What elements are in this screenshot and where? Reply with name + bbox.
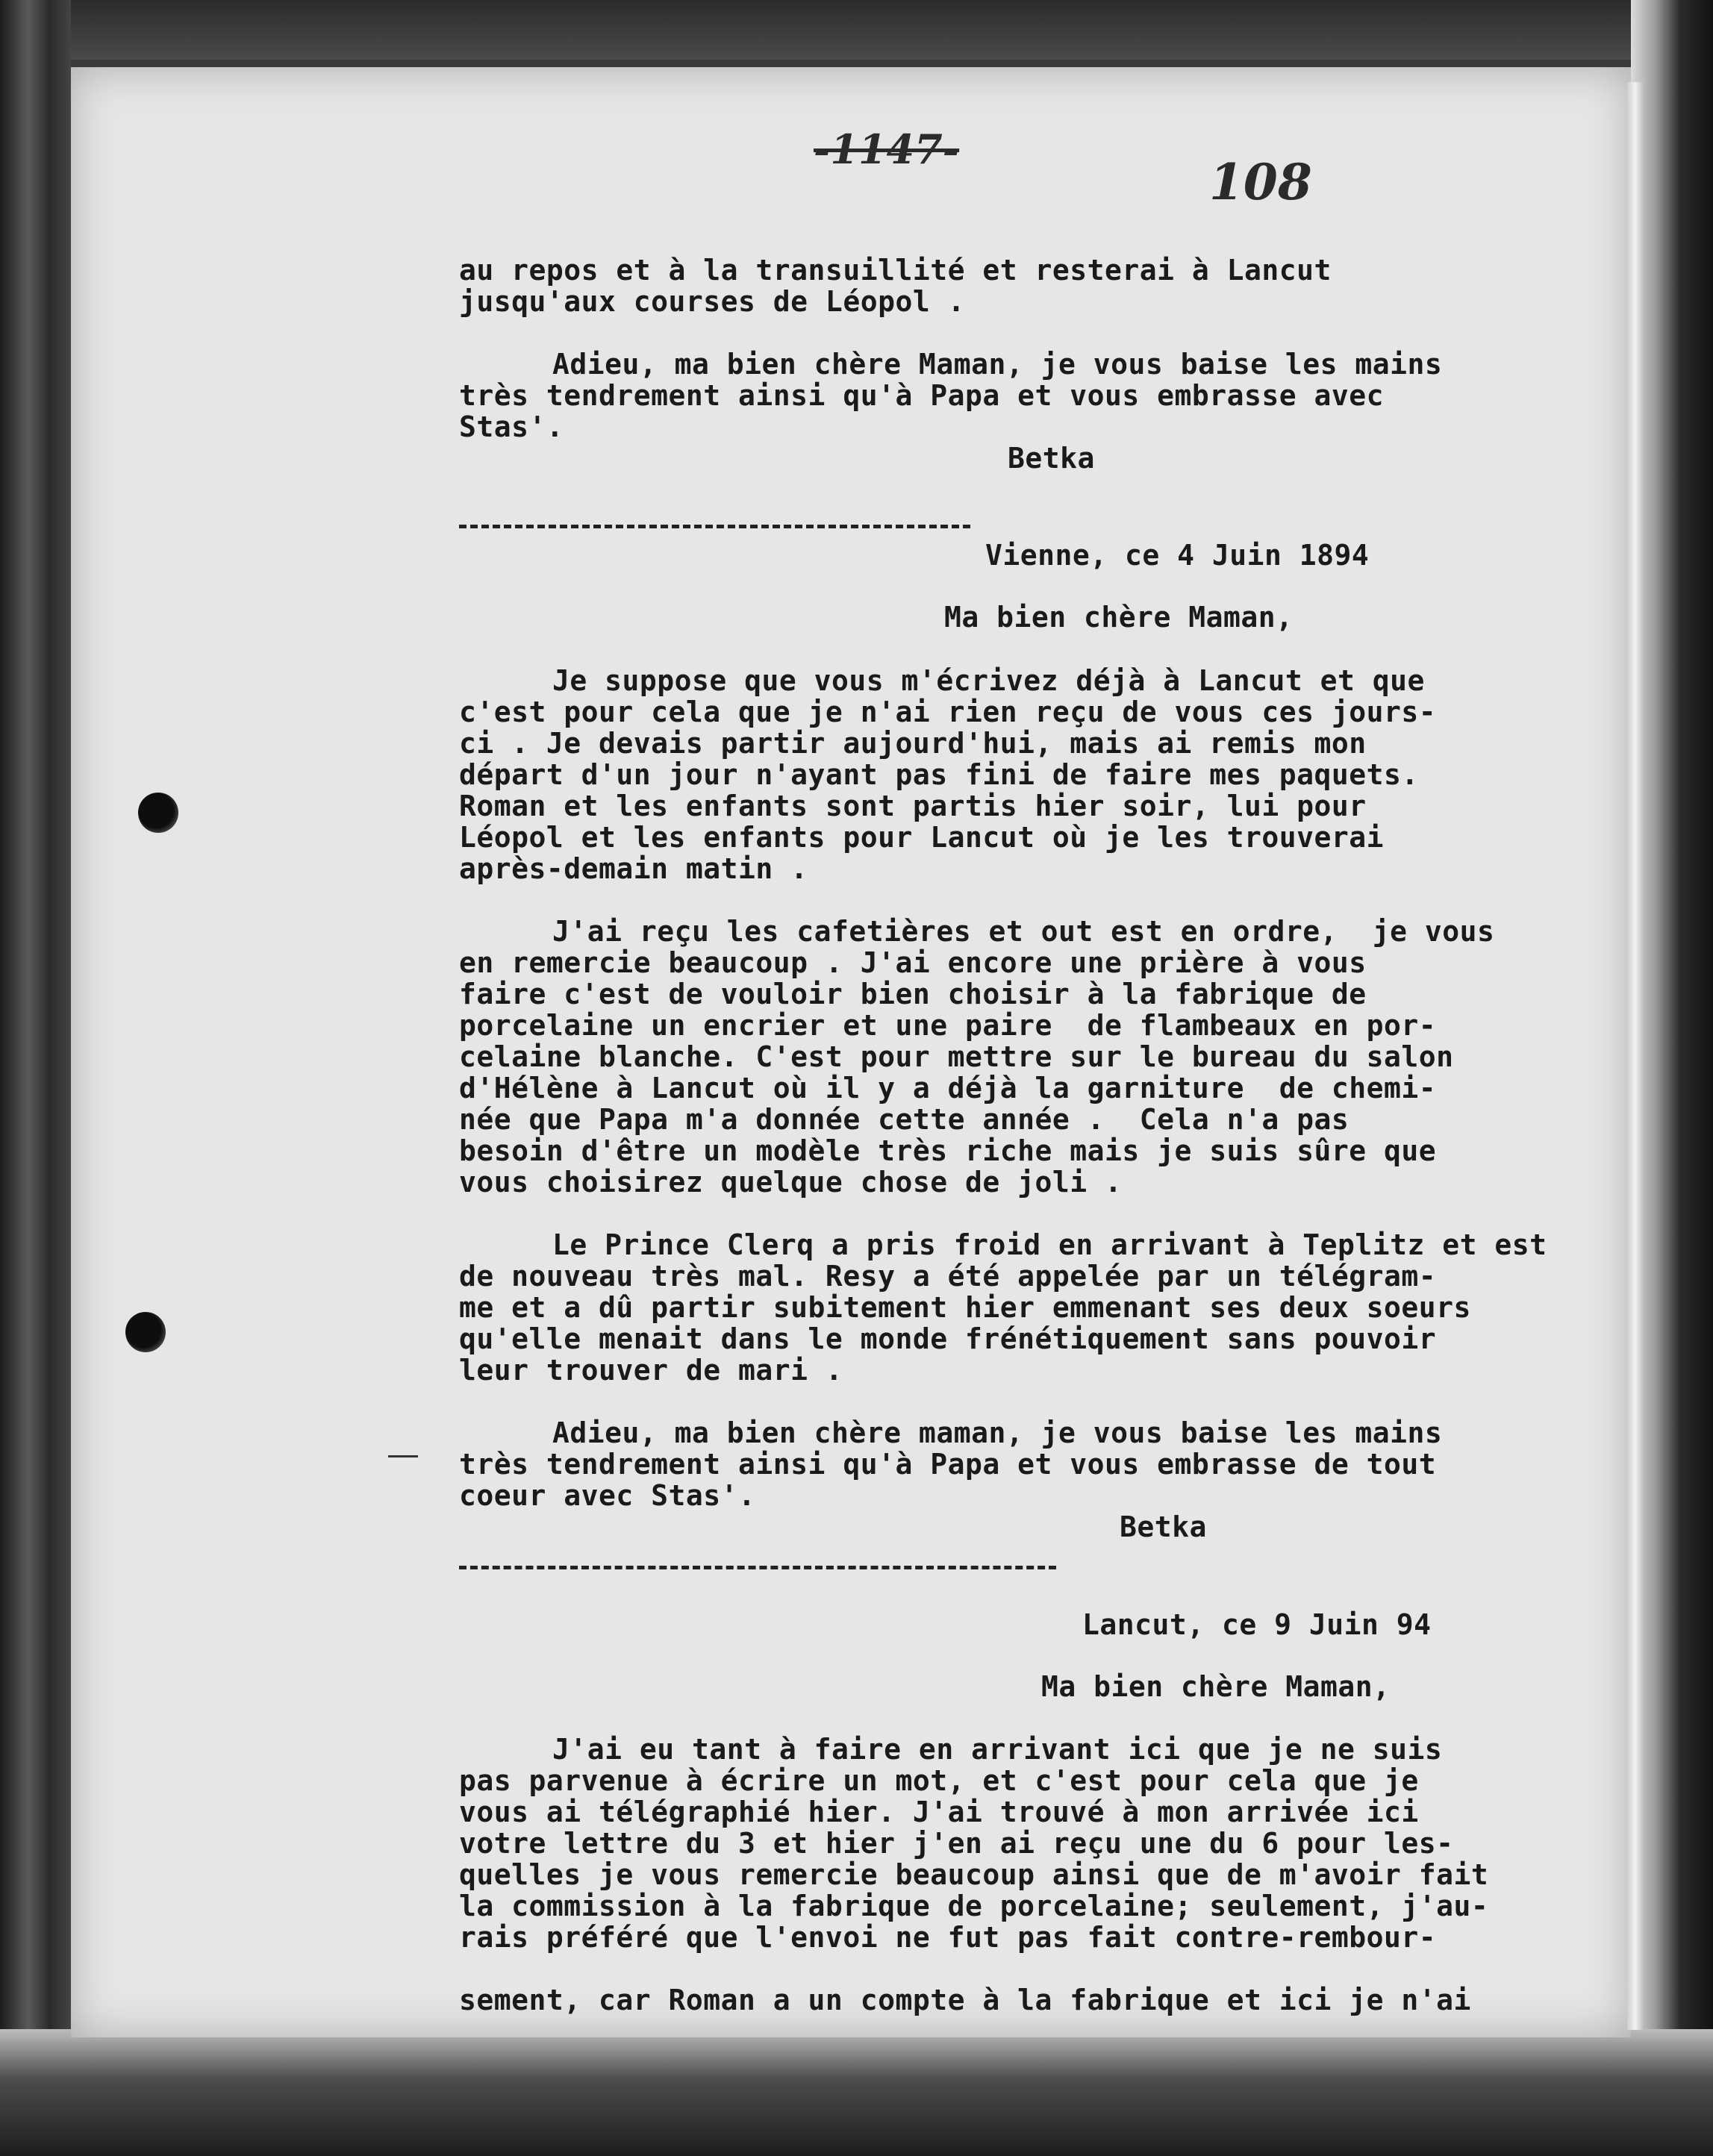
- text-line: Adieu, ma bien chère Maman, je vous baise les mains: [552, 348, 1443, 381]
- text-line: rais préféré que l'envoi ne fut pas fait contre-rembour-: [459, 1921, 1437, 1954]
- text-line: de nouveau très mal. Resy a été appelée par un télégram-: [459, 1260, 1437, 1293]
- scanner-frame-top: [0, 0, 1713, 60]
- scanner-frame-bottom: [0, 2029, 1713, 2156]
- text-line: Stas'.: [459, 410, 564, 443]
- text-line: départ d'un jour n'ayant pas fini de faire mes paquets.: [459, 758, 1419, 791]
- binder-spine: [0, 0, 71, 2156]
- letter-separator: [459, 1566, 1056, 1569]
- text-line: vous choisirez quelque chose de joli .: [459, 1166, 1123, 1199]
- salutation: Ma bien chère Maman,: [944, 601, 1294, 634]
- letter-separator: [459, 525, 970, 528]
- text-line: après-demain matin .: [459, 852, 808, 885]
- text-line: porcelaine un encrier et une paire de flambeaux en por-: [459, 1009, 1437, 1042]
- text-line: pas parvenue à écrire un mot, et c'est pour cela que je: [459, 1764, 1419, 1797]
- margin-mark: [388, 1455, 418, 1457]
- text-line: c'est pour cela que je n'ai rien reçu de vous ces jours-: [459, 696, 1437, 728]
- text-line: la commission à la fabrique de porcelaine; seulement, j'au-: [459, 1890, 1489, 1922]
- text-line: d'Hélène à Lancut où il y a déjà la garniture de chemi-: [459, 1072, 1437, 1104]
- text-line: votre lettre du 3 et hier j'en ai reçu une du 6 pour les-: [459, 1827, 1454, 1860]
- text-line: sement, car Roman a un compte à la fabrique et ici je n'ai: [459, 1984, 1471, 2016]
- text-line: très tendrement ainsi qu'à Papa et vous embrasse avec: [459, 379, 1385, 412]
- signature: Betka: [1008, 442, 1095, 475]
- text-line: quelles je vous remercie beaucoup ainsi que de m'avoir fait: [459, 1858, 1489, 1891]
- punch-hole-upper: [138, 793, 178, 833]
- text-line: me et a dû partir subitement hier emmenant ses deux soeurs: [459, 1291, 1471, 1324]
- text-line: besoin d'être un modèle très riche mais je suis sûre que: [459, 1134, 1437, 1167]
- text-line: Léopol et les enfants pour Lancut où je les trouverai: [459, 821, 1385, 854]
- text-line: J'ai eu tant à faire en arrivant ici que je ne suis: [552, 1733, 1443, 1766]
- text-line: J'ai reçu les cafetières et out est en ordre, je vous: [552, 915, 1495, 948]
- text-line: en remercie beaucoup . J'ai encore une prière à vous: [459, 946, 1367, 979]
- text-line: ci . Je devais partir aujourd'hui, mais ai remis mon: [459, 727, 1367, 760]
- text-line: née que Papa m'a donnée cette année . Cela n'a pas: [459, 1103, 1350, 1136]
- text-line: leur trouver de mari .: [459, 1354, 843, 1387]
- text-line: au repos et à la transuillité et resterai à Lancut: [459, 254, 1332, 287]
- punch-hole-lower: [125, 1312, 166, 1352]
- text-line: Adieu, ma bien chère maman, je vous baise les mains: [552, 1416, 1443, 1449]
- text-line: jusqu'aux courses de Léopol .: [459, 285, 965, 318]
- text-line: Roman et les enfants sont partis hier soir, lui pour: [459, 790, 1367, 822]
- page-edge-shadow: [1627, 82, 1644, 2030]
- salutation: Ma bien chère Maman,: [1041, 1670, 1391, 1703]
- text-line: Le Prince Clerq a pris froid en arrivant à Teplitz et est: [552, 1228, 1547, 1261]
- text-line: Je suppose que vous m'écrivez déjà à Lancut et que: [552, 664, 1425, 697]
- text-line: faire c'est de vouloir bien choisir à la fabrique de: [459, 978, 1367, 1010]
- text-line: coeur avec Stas'.: [459, 1479, 756, 1512]
- text-line: très tendrement ainsi qu'à Papa et vous embrasse de tout: [459, 1448, 1437, 1481]
- place-date: Vienne, ce 4 Juin 1894: [985, 539, 1370, 572]
- signature: Betka: [1120, 1510, 1207, 1543]
- place-date: Lancut, ce 9 Juin 94: [1082, 1608, 1432, 1641]
- archive-number: -1147-: [814, 125, 960, 173]
- text-line: celaine blanche. C'est pour mettre sur le bureau du salon: [459, 1040, 1454, 1073]
- text-line: vous ai télégraphié hier. J'ai trouvé à mon arrivée ici: [459, 1796, 1419, 1828]
- page-number: 108: [1209, 153, 1312, 211]
- text-line: qu'elle menait dans le monde frénétiquement sans pouvoir: [459, 1322, 1437, 1355]
